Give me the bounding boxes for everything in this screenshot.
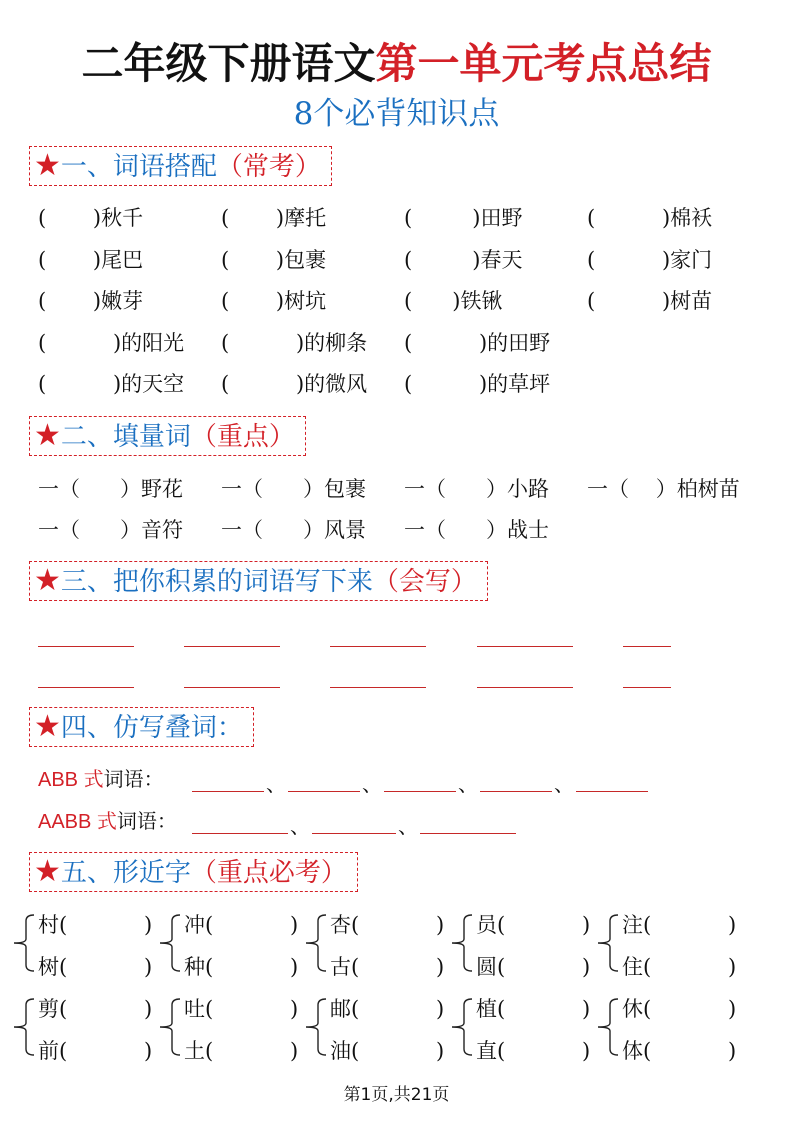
similar-char: 剪(: [38, 997, 68, 1021]
fill-blank-item: ( )尾巴: [38, 248, 144, 272]
close-paren: ): [582, 997, 591, 1021]
star-icon: ★: [34, 148, 61, 183]
close-paren: ): [144, 913, 153, 937]
abb-answer-line[interactable]: [480, 791, 552, 792]
measure-word-item: 一（ ）柏树苗: [587, 477, 740, 501]
section-4-header: [29, 707, 254, 747]
star-icon: ★: [34, 854, 61, 889]
fill-blank-item: ( )棉袄: [587, 206, 713, 230]
answer-line[interactable]: [38, 687, 134, 688]
measure-word-item: 一（ ）小路: [404, 477, 550, 501]
measure-word-item: 一（ ）野花: [38, 477, 184, 501]
abb-answer-line[interactable]: [288, 791, 360, 792]
fill-blank-item: ( )树坑: [221, 289, 327, 313]
fill-blank-item: ( )树苗: [587, 289, 713, 313]
close-paren: ): [436, 1039, 445, 1063]
left-brace-icon: [156, 913, 182, 973]
section-2-tag: （重点）: [190, 422, 295, 452]
close-paren: ): [436, 913, 445, 937]
page-title-part1: 二年级下册语文: [81, 39, 376, 88]
similar-char: 冲(: [184, 913, 214, 937]
left-brace-icon: [302, 913, 328, 973]
aabb-answer-line[interactable]: [192, 833, 288, 834]
close-paren: ): [290, 1039, 299, 1063]
similar-char: 种(: [184, 955, 214, 979]
close-paren: ): [144, 1039, 153, 1063]
abb-answer-line[interactable]: [576, 791, 648, 792]
answer-line[interactable]: [184, 646, 280, 647]
close-paren: ): [436, 997, 445, 1021]
measure-word-item: 一（ ）风景: [221, 518, 367, 542]
page-subtitle: 8个必背知识点: [293, 96, 500, 132]
close-paren: ): [582, 913, 591, 937]
left-brace-icon: [10, 997, 36, 1057]
similar-char: 员(: [476, 913, 506, 937]
separator: 、: [362, 772, 382, 796]
measure-word-item: 一（ ）包裹: [221, 477, 367, 501]
answer-line[interactable]: [623, 687, 671, 688]
section-2-label: 二、填量词: [60, 422, 191, 452]
section-5-label: 五、形近字: [60, 858, 191, 888]
section-1-tag: （常考）: [216, 152, 321, 182]
section-3-label: 三、把你积累的词语写下来: [60, 567, 373, 597]
close-paren: ): [290, 913, 299, 937]
star-icon: ★: [34, 563, 61, 598]
fill-blank-item: ( )的柳条: [221, 331, 368, 355]
left-brace-icon: [448, 997, 474, 1057]
measure-word-item: 一（ ）战士: [404, 518, 550, 542]
fill-blank-item: ( )包裹: [221, 248, 327, 272]
answer-line[interactable]: [184, 687, 280, 688]
fill-blank-item: ( )摩托: [221, 206, 327, 230]
left-brace-icon: [594, 997, 620, 1057]
left-brace-icon: [156, 997, 182, 1057]
fill-blank-item: ( )铁锹: [404, 289, 503, 313]
star-icon: ★: [34, 418, 61, 453]
close-paren: ): [582, 1039, 591, 1063]
fill-blank-item: ( )嫩芽: [38, 289, 144, 313]
close-paren: ): [728, 955, 737, 979]
close-paren: ): [582, 955, 591, 979]
answer-line[interactable]: [477, 687, 573, 688]
similar-char: 古(: [330, 955, 360, 979]
fill-blank-item: ( )秋千: [38, 206, 144, 230]
close-paren: ): [290, 955, 299, 979]
abb-prefix: ABB 式: [38, 769, 104, 791]
similar-char: 直(: [476, 1039, 506, 1063]
section-1-header: [29, 146, 332, 186]
separator: 、: [458, 772, 478, 796]
section-2-header: [29, 416, 306, 456]
close-paren: ): [728, 913, 737, 937]
separator: 、: [290, 814, 310, 838]
section-5-header: [29, 852, 358, 892]
abb-label: [38, 765, 164, 794]
fill-blank-item: ( )家门: [587, 248, 713, 272]
left-brace-icon: [448, 913, 474, 973]
fill-blank-item: ( )的微风: [221, 372, 368, 396]
section-1-label: 一、词语搭配: [60, 152, 217, 182]
page-title-part2: 第一单元考点总结: [375, 39, 712, 88]
close-paren: ): [144, 955, 153, 979]
answer-line[interactable]: [38, 646, 134, 647]
aabb-label: [38, 807, 177, 836]
close-paren: ): [728, 1039, 737, 1063]
similar-char: 杏(: [330, 913, 360, 937]
section-3-tag: （会写）: [372, 567, 477, 597]
close-paren: ): [436, 955, 445, 979]
fill-blank-item: ( )田野: [404, 206, 523, 230]
fill-blank-item: ( )的田野: [404, 331, 551, 355]
section-3-header: [29, 561, 488, 601]
similar-char: 村(: [38, 913, 68, 937]
aabb-answer-line[interactable]: [312, 833, 396, 834]
aabb-suffix: 词语：: [116, 809, 177, 833]
fill-blank-item: ( )的阳光: [38, 331, 185, 355]
separator: 、: [398, 814, 418, 838]
answer-line[interactable]: [623, 646, 671, 647]
answer-line[interactable]: [330, 646, 426, 647]
aabb-answer-line[interactable]: [420, 833, 516, 834]
similar-char: 树(: [38, 955, 68, 979]
aabb-prefix: AABB 式: [38, 811, 117, 833]
abb-answer-line[interactable]: [192, 791, 264, 792]
abb-answer-line[interactable]: [384, 791, 456, 792]
star-icon: ★: [34, 709, 61, 744]
fill-blank-item: ( )的草坪: [404, 372, 551, 396]
similar-char: 油(: [330, 1039, 360, 1063]
left-brace-icon: [10, 913, 36, 973]
page-footer: 第1页,共21页: [343, 1085, 450, 1105]
close-paren: ): [144, 997, 153, 1021]
left-brace-icon: [302, 997, 328, 1057]
separator: 、: [554, 772, 574, 796]
similar-char: 邮(: [330, 997, 360, 1021]
fill-blank-item: ( )春天: [404, 248, 523, 272]
section-5-tag: （重点必考）: [190, 858, 347, 888]
abb-suffix: 词语：: [103, 767, 164, 791]
page-title: [0, 38, 793, 90]
measure-word-item: 一（ ）音符: [38, 518, 184, 542]
similar-char: 住(: [622, 955, 652, 979]
similar-char: 土(: [184, 1039, 214, 1063]
similar-char: 吐(: [184, 997, 214, 1021]
fill-blank-item: ( )的天空: [38, 372, 185, 396]
similar-char: 前(: [38, 1039, 68, 1063]
similar-char: 注(: [622, 913, 652, 937]
similar-char: 体(: [622, 1039, 652, 1063]
section-4-label: 四、仿写叠词：: [60, 713, 243, 743]
close-paren: ): [728, 997, 737, 1021]
close-paren: ): [290, 997, 299, 1021]
answer-line[interactable]: [330, 687, 426, 688]
similar-char: 休(: [622, 997, 652, 1021]
similar-char: 圆(: [476, 955, 506, 979]
similar-char: 植(: [476, 997, 506, 1021]
separator: 、: [266, 772, 286, 796]
answer-line[interactable]: [477, 646, 573, 647]
left-brace-icon: [594, 913, 620, 973]
